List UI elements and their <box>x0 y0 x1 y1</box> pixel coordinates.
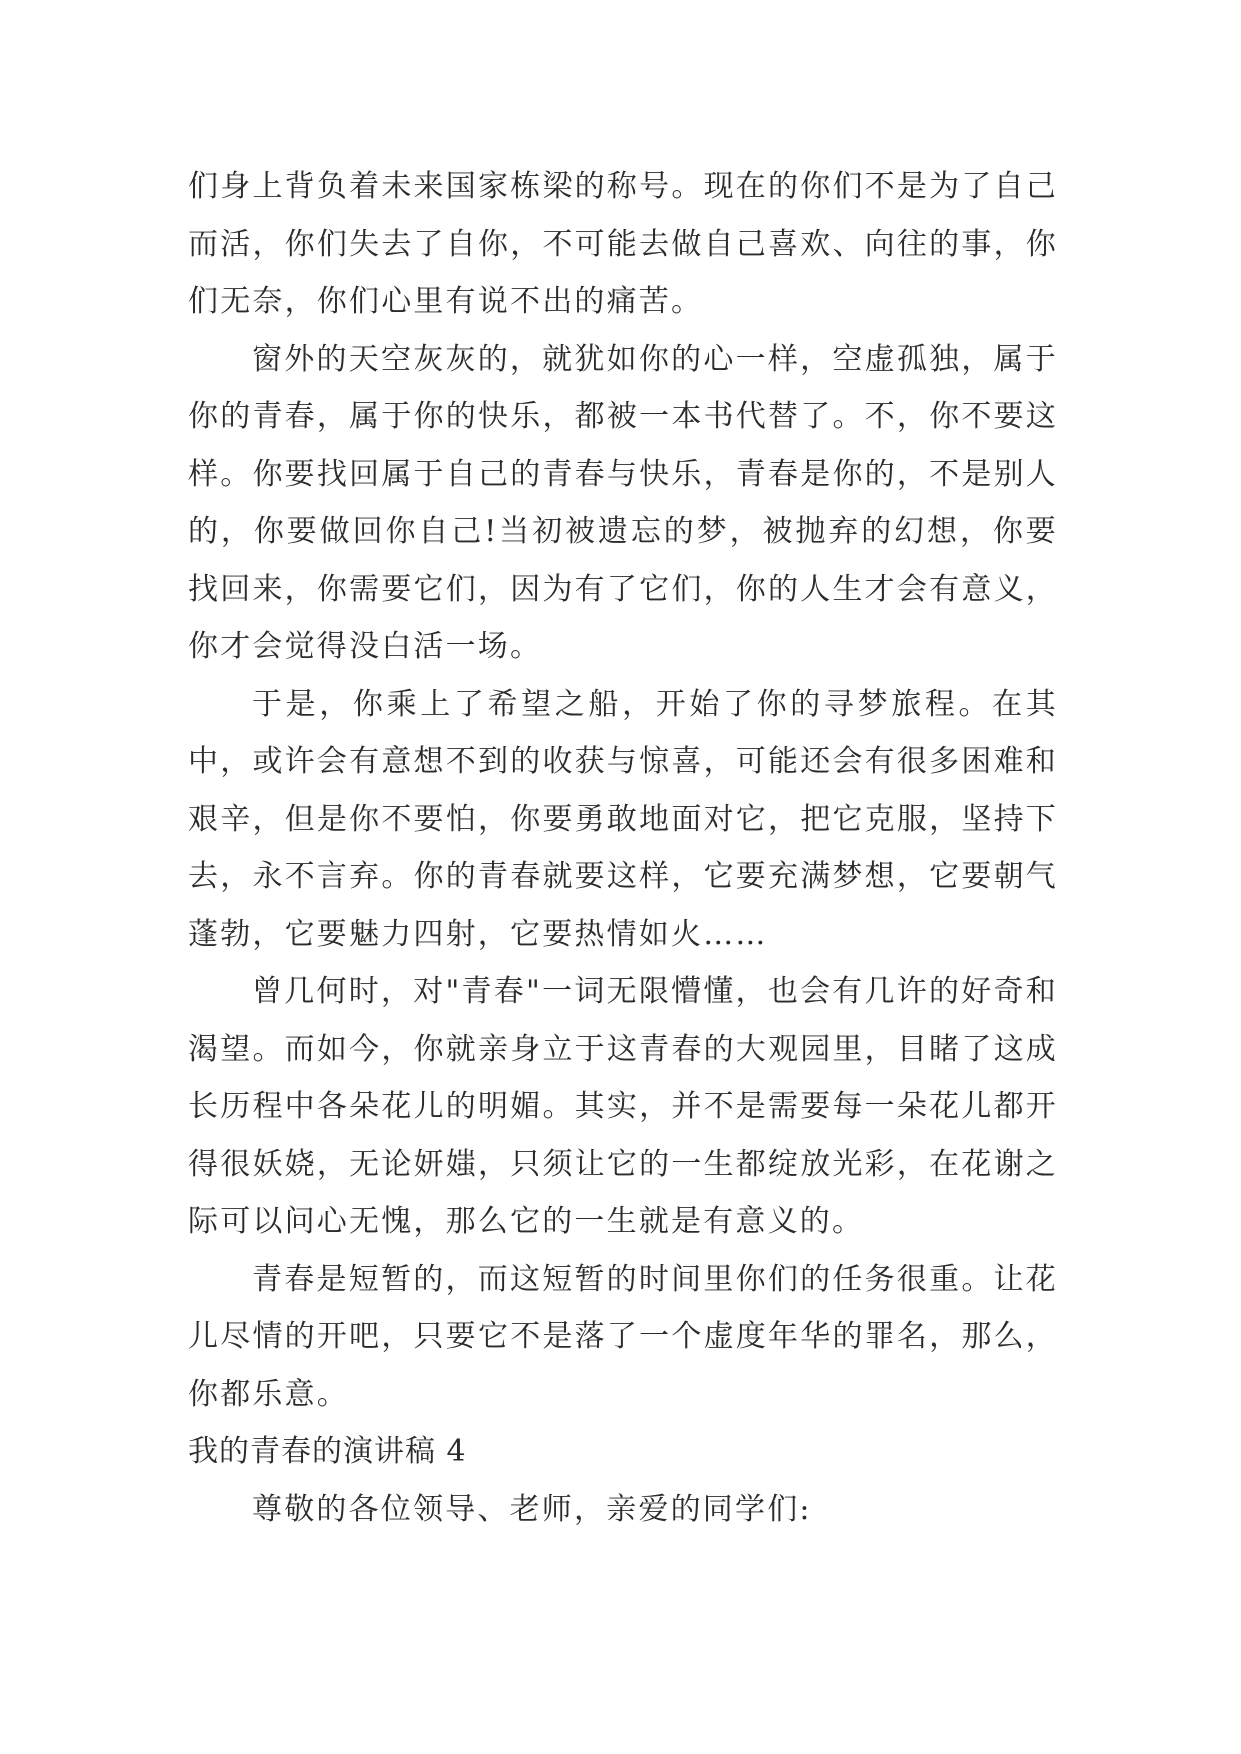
salutation: 尊敬的各位领导、老师，亲爱的同学们: <box>252 1491 812 1527</box>
paragraph-youth-short: 青春是短暂的，而这短暂的时间里你们的任务很重。让花儿尽情的开吧，只要它不是落了一个虚度年华的罪名，那么，你都乐意。 <box>188 1261 1058 1412</box>
section-heading: 我的青春的演讲稿 4 <box>188 1434 467 1469</box>
paragraph-window-sky: 窗外的天空灰灰的，就犹如你的心一样，空虚孤独，属于你的青春，属于你的快乐，都被一本书代替了。不，你不要这样。你要找回属于自己的青春与快乐，青春是你的，不是别人的，你要做回你自己!当初被遗忘的梦，被抛弃的幻想，你要找回来，你需要它们，因为有了它们，你的人生才会有意义，你才会觉得没白活一场。 <box>188 341 1058 664</box>
document-body <box>188 158 1058 1538</box>
paragraph-dream-journey: 于是，你乘上了希望之船，开始了你的寻梦旅程。在其中，或许会有意想不到的收获与惊喜，可能还会有很多困难和艰辛，但是你不要怕，你要勇敢地面对它，把它克服，坚持下去，永不言弃。你的青春就要这样，它要充满梦想，它要朝气蓬勃，它要魅力四射，它要热情如火…… <box>188 686 1058 952</box>
paragraph-continuation: 们身上背负着未来国家栋梁的称号。现在的你们不是为了自己而活，你们失去了自你，不可能去做自己喜欢、向往的事，你们无奈，你们心里有说不出的痛苦。 <box>188 169 1058 319</box>
paragraph-youth-garden: 曾几何时，对"青春"一词无限懵懂，也会有几许的好奇和渴望。而如今，你就亲身立于这青春的大观园里，目睹了这成长历程中各朵花儿的明媚。其实，并不是需要每一朵花儿都开得很妖娆，无论妍媸，只须让它的一生都绽放光彩，在花谢之际可以问心无愧，那么它的一生就是有意义的。 <box>188 974 1058 1239</box>
